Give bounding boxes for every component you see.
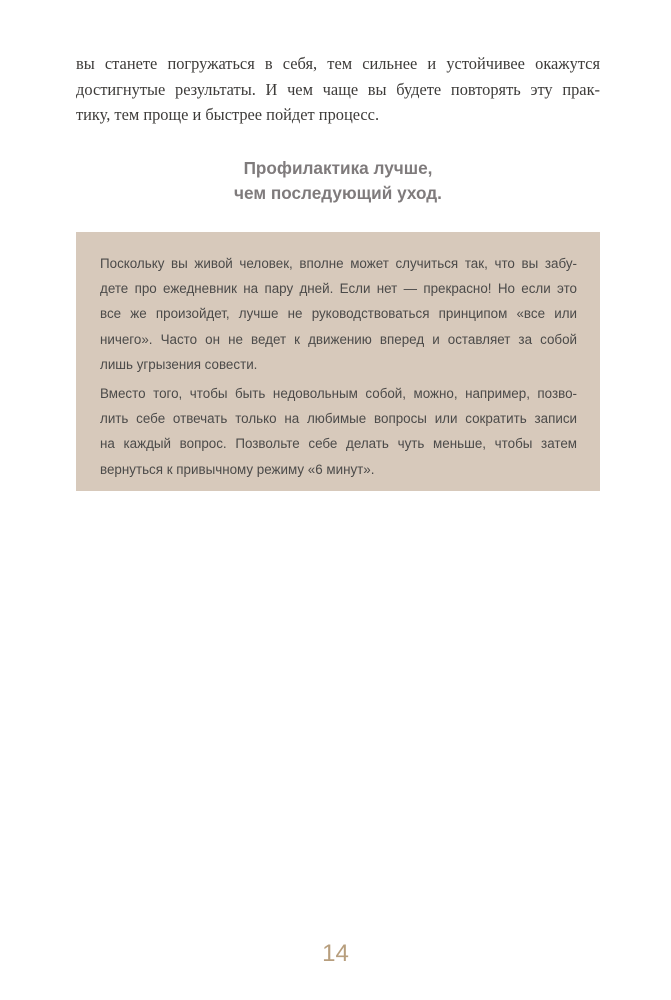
- note-paragraph-2: [100, 381, 577, 482]
- note-line: ничего». Часто он не ведет к движению вперед и оставляет за собой: [100, 331, 577, 347]
- note-line: вернуться к привычному режиму «6 минут».: [100, 461, 375, 477]
- intro-line: вы станете погружаться в себя, тем сильнее и устойчивее окажутся: [76, 54, 600, 73]
- intro-paragraph: [76, 51, 600, 128]
- note-line: Вместо того, чтобы быть недовольным собой, можно, например, позво-: [100, 386, 577, 402]
- note-paragraph-1: [100, 251, 577, 377]
- note-line: Поскольку вы живой человек, вполне может случиться так, что вы забу-: [100, 256, 577, 271]
- note-line: лишь угрызения совести.: [100, 356, 258, 372]
- note-line: лить себе отвечать только на любимые вопросы или сократить записи: [100, 411, 577, 427]
- intro-line: тику, тем проще и быстрее пойдет процесс.: [76, 105, 380, 124]
- section-heading: [76, 156, 600, 206]
- note-line: все же произойдет, лучше не руководствоваться принципом «все или: [100, 306, 577, 322]
- page-number: 14: [322, 940, 349, 967]
- intro-line: достигнутые результаты. И чем чаще вы будете повторять эту прак-: [76, 79, 600, 99]
- section-heading-line-1: Профилактика лучше,: [243, 158, 433, 178]
- section-heading-line-2: чем последующий уход.: [234, 183, 442, 203]
- note-line: на каждый вопрос. Позвольте себе делать чуть меньше, чтобы затем: [100, 436, 577, 452]
- note-line: дете про ежедневник на пару дней. Если нет — прекрасно! Но если это: [100, 281, 577, 297]
- note-box: [76, 232, 600, 491]
